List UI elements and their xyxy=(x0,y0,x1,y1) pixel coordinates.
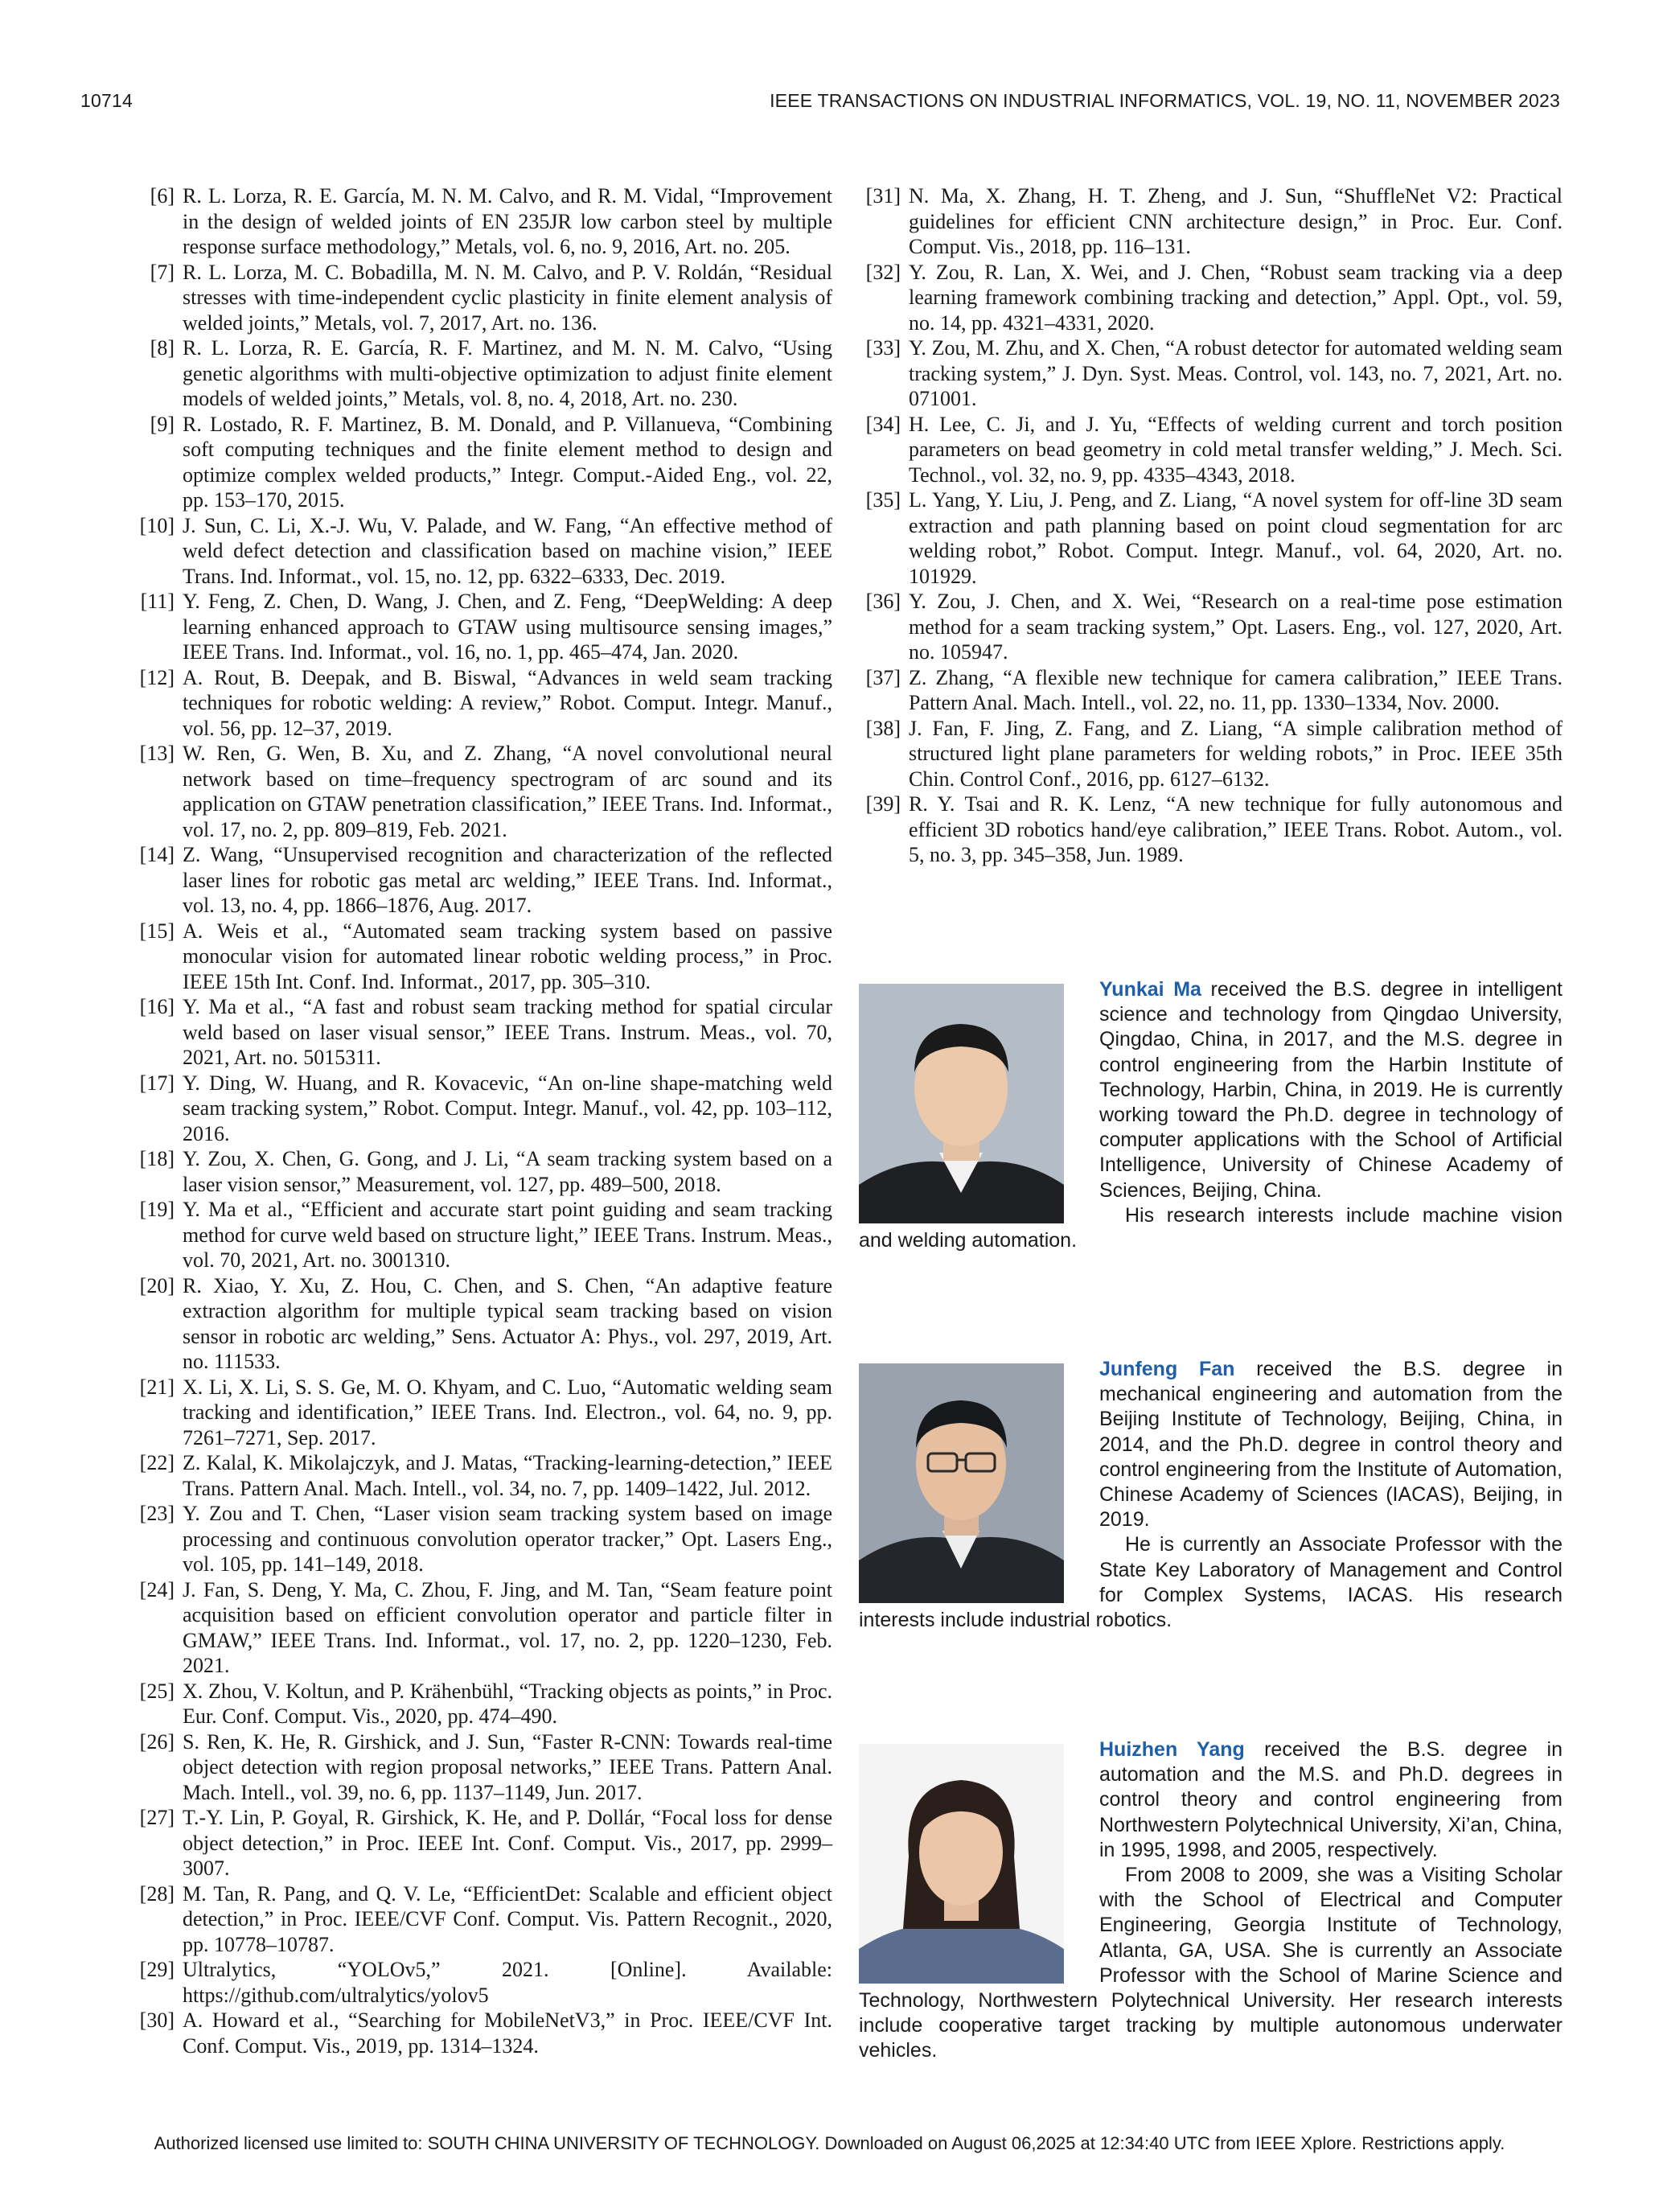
reference-text: X. Zhou, V. Koltun, and P. Krähenbühl, “Tracking objects as points,” in Proc. Eur. Conf. Comput. Vis., 2020, pp. 474–490. xyxy=(183,1679,832,1728)
reference-text: A. Weis et al., “Automated seam tracking system based on passive monocular vision for automated linear robotic welding process,” in Proc. IEEE 15th Int. Conf. Ind. Informat., 2017, pp. 305–310. xyxy=(183,919,832,993)
reference-text: Ultralytics, “YOLOv5,” 2021. [Online]. Available: https://github.com/ultralytics/yolov5 xyxy=(183,1958,832,2007)
reference-number: [36] xyxy=(865,590,901,613)
reference-entry xyxy=(133,335,832,412)
reference-entry xyxy=(133,260,832,336)
bio-paragraph: received the B.S. degree in automation and the M.S. and Ph.D. degrees in control theory and control engineering from Northwestern Polytechnical University, Xi’an, China, in 1995, 1998, and 2005, respectively. xyxy=(1099,1738,1563,1861)
reference-entry xyxy=(133,1071,832,1147)
reference-entry xyxy=(133,842,832,919)
reference-text: R. L. Lorza, R. E. García, M. N. M. Calvo, and R. M. Vidal, “Improvement in the design of welded joints of EN 235JR low carbon steel by multiple response surface methodology,” Metals, vol. 6, no. 9, 2016, Art. no. 205. xyxy=(183,184,832,258)
reference-entry xyxy=(133,1957,832,2008)
reference-number: [37] xyxy=(865,665,901,689)
reference-number: [29] xyxy=(139,1958,175,1981)
reference-entry xyxy=(133,919,832,995)
biography-yunkai-ma xyxy=(859,977,1562,1253)
reference-number: [7] xyxy=(150,260,175,284)
reference-text: T.-Y. Lin, P. Goyal, R. Girshick, K. He, and P. Dollár, “Focal loss for dense object detection,” in Proc. IEEE Int. Conf. Comput. Vis., 2017, pp. 2999–3007. xyxy=(183,1806,832,1880)
reference-text: J. Fan, F. Jing, Z. Fang, and Z. Liang, “A simple calibration method of structured light plane parameters for welding robots,” in Proc. IEEE 35th Chin. Control Conf., 2016, pp. 6127–6132. xyxy=(909,716,1562,791)
reference-entry xyxy=(133,1197,832,1273)
reference-number: [18] xyxy=(139,1147,175,1170)
reference-text: S. Ren, K. He, R. Girshick, and J. Sun, “Faster R-CNN: Towards real-time object detection with region proposal networks,” IEEE Trans. Pattern Anal. Mach. Intell., vol. 39, no. 6, pp. 1137–1149, Jun. 2017. xyxy=(183,1729,832,1804)
journal-header: IEEE TRANSACTIONS ON INDUSTRIAL INFORMATICS, VOL. 19, NO. 11, NOVEMBER 2023 xyxy=(770,90,1560,111)
reference-entry xyxy=(133,1679,832,1729)
reference-number: [20] xyxy=(139,1273,175,1297)
license-footer: Authorized licensed use limited to: SOUTH CHINA UNIVERSITY OF TECHNOLOGY. Downloaded on August 06,2025 at 12:34:40 UTC from IEEE Xplore. Restrictions apply. xyxy=(154,2133,1505,2153)
reference-number: [39] xyxy=(865,792,901,816)
reference-number: [22] xyxy=(139,1451,175,1474)
reference-number: [11] xyxy=(140,590,175,613)
reference-entry xyxy=(133,513,832,590)
reference-number: [21] xyxy=(139,1375,175,1399)
reference-entry xyxy=(133,1881,832,1958)
reference-number: [12] xyxy=(139,665,175,689)
reference-text: L. Yang, Y. Liu, J. Peng, and Z. Liang, “A novel system for off-line 3D seam extraction and path planning based on point cloud segmentation for arc welding robot,” Robot. Comput. Integr. Manuf., vol. 64, 2020, Art. no. 101929. xyxy=(909,488,1562,588)
bio-name: Yunkai Ma xyxy=(1099,978,1201,1001)
references-right-column xyxy=(859,183,1562,868)
reference-text: X. Li, X. Li, S. S. Ge, M. O. Khyam, and C. Luo, “Automatic welding seam tracking and identification,” IEEE Trans. Ind. Electron., vol. 64, no. 9, pp. 7261–7271, Sep. 2017. xyxy=(183,1375,832,1449)
bio-name: Junfeng Fan xyxy=(1099,1358,1235,1380)
reference-entry xyxy=(133,1273,832,1375)
reference-entry xyxy=(859,716,1562,792)
page-number: 10714 xyxy=(80,90,133,111)
reference-number: [38] xyxy=(865,716,901,740)
reference-number: [10] xyxy=(139,513,175,537)
reference-entry xyxy=(133,1450,832,1501)
reference-text: Z. Kalal, K. Mikolajczyk, and J. Matas, “Tracking-learning-detection,” IEEE Trans. Pattern Anal. Mach. Intell., vol. 34, no. 7, pp. 1409–1422, Jul. 2012. xyxy=(183,1451,832,1500)
reference-text: R. Lostado, R. F. Martinez, B. M. Donald, and P. Villanueva, “Combining soft computing techniques and the finite element method to design and optimize complex welded products,” Integr. Comput.-Aided Eng., vol. 22, pp. 153–170, 2015. xyxy=(183,412,832,512)
reference-number: [15] xyxy=(139,919,175,943)
reference-text: Y. Ding, W. Huang, and R. Kovacevic, “An on-line shape-matching weld seam tracking system,” Robot. Comput. Integr. Manuf., vol. 42, pp. 103–112, 2016. xyxy=(183,1071,832,1145)
reference-text: Z. Zhang, “A flexible new technique for camera calibration,” IEEE Trans. Pattern Anal. Mach. Intell., vol. 22, no. 11, pp. 1330–1334, Nov. 2000. xyxy=(909,665,1562,714)
reference-number: [27] xyxy=(139,1806,175,1829)
reference-entry xyxy=(133,1146,832,1197)
reference-number: [28] xyxy=(139,1881,175,1906)
reference-entry xyxy=(133,412,832,513)
reference-text: Y. Zou, J. Chen, and X. Wei, “Research on a real-time pose estimation method for a seam tracking system,” Opt. Lasers. Eng., vol. 127, 2020, Art. no. 105947. xyxy=(909,590,1562,664)
reference-number: [34] xyxy=(865,412,901,436)
reference-number: [13] xyxy=(139,742,175,765)
references-left-column xyxy=(133,183,832,2058)
reference-text: Y. Zou, M. Zhu, and X. Chen, “A robust detector for automated welding seam tracking system,” J. Dyn. Syst. Meas. Control, vol. 143, no. 7, 2021, Art. no. 071001. xyxy=(909,336,1562,410)
reference-entry xyxy=(859,260,1562,336)
reference-number: [19] xyxy=(139,1198,175,1221)
reference-number: [33] xyxy=(865,336,901,360)
bio-paragraph: received the B.S. degree in mechanical engineering and automation from the Beijing Institute of Technology, Beijing, China, in 2014, and the Ph.D. degree in control theory and control engineering from the Institute of Automation, Chinese Academy of Sciences (IACAS), Beijing, in 2019. xyxy=(1099,1358,1563,1532)
reference-number: [6] xyxy=(150,184,175,208)
reference-entry xyxy=(133,1805,832,1881)
reference-text: R. Y. Tsai and R. K. Lenz, “A new technique for fully autonomous and efficient 3D robotics hand/eye calibration,” IEEE Trans. Robot. Autom., vol. 5, no. 3, pp. 345–358, Jun. 1989. xyxy=(909,792,1562,866)
reference-number: [9] xyxy=(150,412,175,436)
reference-text: W. Ren, G. Wen, B. Xu, and Z. Zhang, “A novel convolutional neural network based on time–frequency spectrogram of arc sound and its application on GTAW penetration classification,” IEEE Trans. Ind. Informat., vol. 17, no. 2, pp. 809–819, Feb. 2021. xyxy=(183,742,832,841)
reference-text: N. Ma, X. Zhang, H. T. Zheng, and J. Sun, “ShuffleNet V2: Practical guidelines for efficient CNN architecture design,” in Proc. Eur. Conf. Comput. Vis., 2018, pp. 116–131. xyxy=(909,184,1562,258)
reference-number: [26] xyxy=(139,1729,175,1754)
reference-number: [25] xyxy=(139,1679,175,1703)
reference-entry xyxy=(859,183,1562,260)
reference-text: Y. Zou, X. Chen, G. Gong, and J. Li, “A seam tracking system based on a laser vision sensor,” Measurement, vol. 127, pp. 489–500, 2018. xyxy=(183,1147,832,1196)
reference-entry xyxy=(133,665,832,742)
author-photo-huizhen-yang xyxy=(859,1744,1064,1984)
reference-text: Y. Ma et al., “A fast and robust seam tracking method for spatial circular weld based on laser visual sensor,” IEEE Trans. Instrum. Meas., vol. 70, 2021, Art. no. 5015311. xyxy=(183,995,832,1069)
reference-text: R. L. Lorza, M. C. Bobadilla, M. N. M. Calvo, and P. V. Roldán, “Residual stresses with time-independent cyclic plasticity in finite element analysis of welded joints,” Metals, vol. 7, 2017, Art. no. 136. xyxy=(183,260,832,335)
bio-name: Huizhen Yang xyxy=(1099,1738,1245,1761)
reference-entry xyxy=(133,1729,832,1806)
reference-number: [8] xyxy=(150,336,175,360)
reference-text: Y. Zou, R. Lan, X. Wei, and J. Chen, “Robust seam tracking via a deep learning framework combining tracking and detection,” Appl. Opt., vol. 59, no. 14, pp. 4321–4331, 2020. xyxy=(909,260,1562,335)
reference-number: [16] xyxy=(139,995,175,1018)
author-photo-junfeng-fan xyxy=(859,1363,1064,1603)
reference-text: J. Sun, C. Li, X.-J. Wu, V. Palade, and W. Fang, “An effective method of weld defect detection and classification based on machine vision,” IEEE Trans. Ind. Informat., vol. 15, no. 12, pp. 6322–6333, Dec. 2019. xyxy=(183,513,832,588)
reference-entry xyxy=(133,589,832,665)
reference-text: Y. Feng, Z. Chen, D. Wang, J. Chen, and Z. Feng, “DeepWelding: A deep learning enhanced approach to GTAW using multisource sensing images,” IEEE Trans. Ind. Informat., vol. 16, no. 1, pp. 465–474, Jan. 2020. xyxy=(183,590,832,664)
reference-text: M. Tan, R. Pang, and Q. V. Le, “EfficientDet: Scalable and efficient object detection,” in Proc. IEEE/CVF Conf. Comput. Vis. Pattern Recognit., 2020, pp. 10778–10787. xyxy=(183,1881,832,1956)
reference-entry xyxy=(859,335,1562,412)
reference-text: Y. Zou and T. Chen, “Laser vision seam tracking system based on image processing and continuous convolution operator tracker,” Opt. Lasers Eng., vol. 105, pp. 141–149, 2018. xyxy=(183,1502,832,1576)
reference-entry xyxy=(133,741,832,842)
reference-text: A. Rout, B. Deepak, and B. Biswal, “Advances in weld seam tracking techniques for robotic welding: A review,” Robot. Comput. Integr. Manuf., vol. 56, pp. 12–37, 2019. xyxy=(183,665,832,740)
reference-entry xyxy=(859,412,1562,488)
reference-entry xyxy=(133,2008,832,2058)
reference-text: H. Lee, C. Ji, and J. Yu, “Effects of welding current and torch position parameters on bead geometry in cold metal transfer welding,” J. Mech. Sci. Technol., vol. 32, no. 9, pp. 4335–4343, 2018. xyxy=(909,412,1562,487)
reference-text: R. L. Lorza, R. E. García, R. F. Martinez, and M. N. M. Calvo, “Using genetic algorithms with multi-objective optimization to adjust finite element models of welded joints,” Metals, vol. 8, no. 4, 2018, Art. no. 230. xyxy=(183,336,832,410)
reference-entry xyxy=(859,665,1562,716)
bio-paragraph: His research interests include machine vision and welding automation. xyxy=(859,1203,1562,1252)
reference-text: Y. Ma et al., “Efficient and accurate start point guiding and seam tracking method for curve weld based on structure light,” IEEE Trans. Instrum. Meas., vol. 70, 2021, Art. no. 3001310. xyxy=(183,1198,832,1272)
reference-entry xyxy=(859,791,1562,868)
reference-number: [17] xyxy=(139,1071,175,1095)
reference-entry xyxy=(133,1501,832,1577)
reference-text: J. Fan, S. Deng, Y. Ma, C. Zhou, F. Jing, and M. Tan, “Seam feature point acquisition based on efficient convolution operator and particle filter in GMAW,” IEEE Trans. Ind. Informat., vol. 17, no. 2, pp. 1220–1230, Feb. 2021. xyxy=(183,1577,832,1677)
biography-huizhen-yang xyxy=(859,1737,1562,2064)
reference-number: [30] xyxy=(139,2008,175,2032)
reference-text: R. Xiao, Y. Xu, Z. Hou, C. Chen, and S. Chen, “An adaptive feature extraction algorithm for multiple typical seam tracking based on vision sensor in robotic arc welding,” Sens. Actuator A: Phys., vol. 297, 2019, Art. no. 111533. xyxy=(183,1273,832,1373)
reference-number: [14] xyxy=(139,843,175,866)
reference-text: A. Howard et al., “Searching for MobileNetV3,” in Proc. IEEE/CVF Int. Conf. Comput. Vis., 2019, pp. 1314–1324. xyxy=(183,2008,832,2058)
reference-number: [24] xyxy=(139,1577,175,1601)
bio-paragraph: He is currently an Associate Professor with the State Key Laboratory of Management and Control for Complex Systems, IACAS. His research interests include industrial robotics. xyxy=(859,1533,1562,1632)
reference-entry xyxy=(133,994,832,1071)
reference-entry xyxy=(859,487,1562,589)
reference-text: Z. Wang, “Unsupervised recognition and characterization of the reflected laser lines for robotic gas metal arc welding,” IEEE Trans. Ind. Informat., vol. 13, no. 4, pp. 1866–1876, Aug. 2017. xyxy=(183,843,832,917)
reference-entry xyxy=(133,1577,832,1679)
bio-paragraph: From 2008 to 2009, she was a Visiting Scholar with the School of Electrical and Computer Engineering, Georgia Institute of Technology, Atlanta, GA, USA. She is currently an Associate Professor with the School of Marine Science and Technology, Northwestern Polytechnical University. Her research interests include cooperative target tracking by multiple autonomous underwater vehicles. xyxy=(859,1864,1562,2062)
reference-entry xyxy=(133,183,832,260)
reference-number: [32] xyxy=(865,260,901,284)
reference-number: [23] xyxy=(139,1502,175,1525)
bio-paragraph: received the B.S. degree in intelligent science and technology from Qingdao University, Qingdao, China, in 2017, and the M.S. degree in control engineering from the Harbin Institute of Technology, Harbin, China, in 2019. He is currently working toward the Ph.D. degree in technology of computer applications with the School of Artificial Intelligence, University of Chinese Academy of Sciences, Beijing, China. xyxy=(1099,978,1562,1202)
biography-junfeng-fan xyxy=(859,1357,1562,1633)
reference-entry xyxy=(133,1375,832,1451)
reference-number: [31] xyxy=(865,184,901,208)
reference-entry xyxy=(859,589,1562,665)
author-photo-yunkai-ma xyxy=(859,984,1064,1223)
reference-number: [35] xyxy=(865,488,901,512)
